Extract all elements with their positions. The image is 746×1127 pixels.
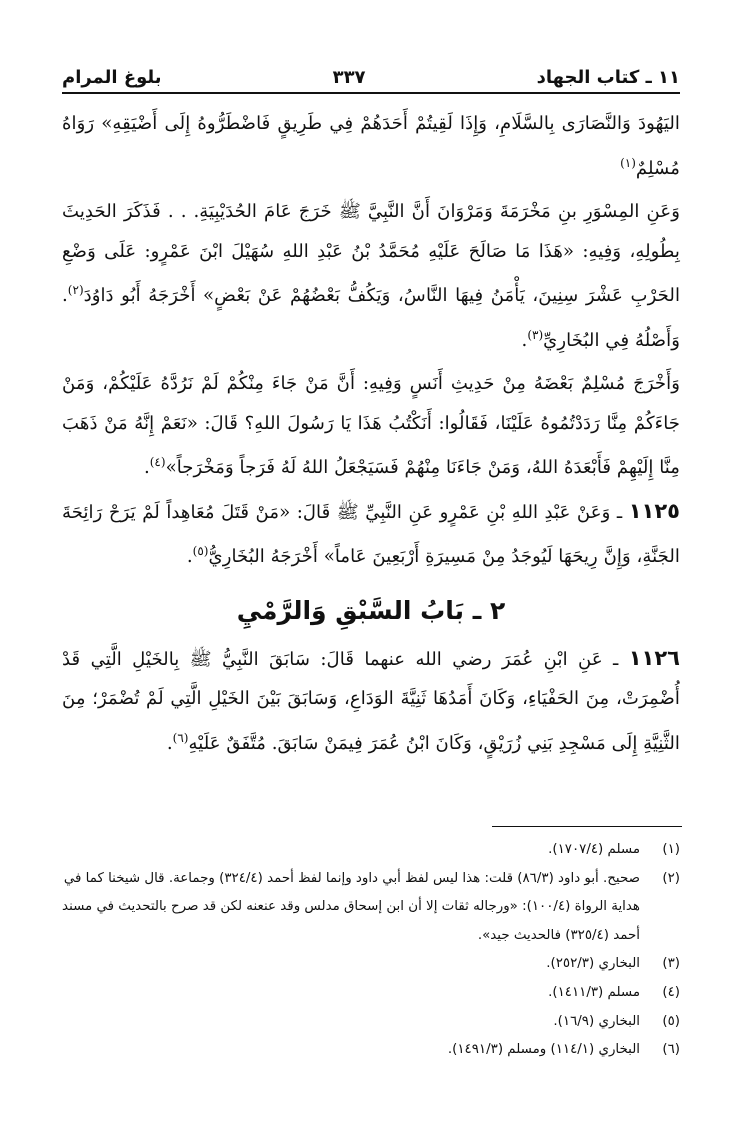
footnote-ref: (٢) <box>67 283 84 298</box>
footnote-item: (١) مسلم (١٧٠٧/٤). <box>548 842 680 857</box>
running-head-chapter: ١١ ـ كتاب الجهاد <box>536 66 680 88</box>
page-header <box>62 62 680 94</box>
paragraph-2: وَعَنِ المِسْوَرِ بنِ مَخْرَمَةَ وَمَرْوَانَ أَنَّ النَّبِيَّ ﷺ خَرَجَ عَامَ الحُدَيْبِيَةِ. . . فَذَكَرَ الحَدِيثَ بِطُولِهِ، وَفِيهِ: «هَذَا مَا صَالَحَ عَلَيْهِ مُحَمَّدُ بْنُ عَبْدِ اللهِ سُهَيْلَ ابْنَ عَمْرٍو: عَلَى وَضْعِ الحَرْبِ عَشْرَ سِنِينَ، يَأْمَنُ فِيهَا النَّاسُ، وَيَكُفُّ بَعْضُهُمْ عَنْ بَعْضٍ» أَخْرَجَهُ أَبُو دَاوُدَ$^{(٢)}$. وَأَصْلُهُ فِي البُخَارِيِّ$^{(٣)}$. <box>62 201 680 351</box>
paragraph-1: اليَهُودَ وَالنَّصَارَى بِالسَّلَامِ، وَإِذَا لَقِيتُمْ أَحَدَهُمْ فِي طَرِيقٍ فَاضْطَرُّوهُ إِلَى أَضْيَقِهِ» رَوَاهُ مُسْلِمٌ$^{(١)}$ <box>62 113 680 179</box>
footnote-ref: (٤) <box>149 455 166 470</box>
page-number: ٣٣٧ <box>332 66 366 88</box>
footnotes <box>62 836 680 1065</box>
footnote-ref: (٥) <box>192 544 209 559</box>
footnote-item: (٢) صحيح. أبو داود (٨٦/٣) قلت: هذا ليس لفظ أبي داود وإنما لفظ أحمد (٣٢٤/٤) وجماعة. قال شيخنا كما في هداية الرواة (١٠٠/٤): «ورجاله ثقات إلا أن ابن إسحاق مدلس وقد عنعنه لكن قد صرح بالتحديث في مسند أحمد (٣٢٥/٤) فالحديث جيد». <box>62 870 680 943</box>
running-head-book-title: بلوغ المرام <box>62 66 162 88</box>
footnote-item: (٦) البخاري (١١٤/١) ومسلم (١٤٩١/٣). <box>447 1042 680 1058</box>
footnote-separator <box>492 826 682 827</box>
hadith-1125: ١١٢٥ ـ وَعَنْ عَبْدِ اللهِ بْنِ عَمْرٍو عَنِ النَّبِيِّ ﷺ قَالَ: «مَنْ قَتَلَ مُعَاهِداً لَمْ يَرَحْ رَائِحَةَ الجَنَّةِ، وَإِنَّ رِيحَهَا لَيُوجَدُ مِنْ مَسِيرَةِ أَرْبَعِينَ عَاماً» أَخْرَجَهُ البُخَارِيُّ$^{(٥)}$. <box>62 498 680 568</box>
main-text <box>62 104 680 767</box>
footnote-item: (٤) مسلم (١٤١١/٣). <box>548 984 680 1000</box>
footnote-ref: (١) <box>620 155 636 170</box>
footnote-ref: (٣) <box>527 327 544 342</box>
paragraph-3: وَأَخْرَجَ مُسْلِمٌ بَعْضَهُ مِنْ حَدِيثِ أَنَسٍ وَفِيهِ: أَنَّ مَنْ جَاءَ مِنْكُمْ لَمْ نَرُدَّهُ عَلَيْكُمْ، وَمَنْ جَاءَكُمْ مِنَّا رَدَدْتُمُوهُ عَلَيْنَا، فَقَالُوا: أَنَكْتُبُ هَذَا يَا رَسُولَ اللهِ؟ قَالَ: «نَعَمْ إِنَّهُ مَنْ ذَهَبَ مِنَّا إِلَيْهِمْ فَأَبْعَدَهُ اللهُ، وَمَنْ جَاءَنَا مِنْهُمْ فَسَيَجْعَلُ اللهُ لَهُ فَرَجاً وَمَخْرَجاً»$^{(٤)}$. <box>62 373 680 479</box>
hadith-number: ١١٢٦ <box>628 645 680 670</box>
hadith-1126: ١١٢٦ ـ عَنِ ابْنِ عُمَرَ رضي الله عنهما قَالَ: سَابَقَ النَّبِيُّ ﷺ بِالخَيْلِ الَّتِي قَدْ أُضْمِرَتْ، مِنَ الحَفْيَاءِ، وَكَانَ أَمَدُهَا ثَنِيَّةَ الوَدَاعِ، وَسَابَقَ بَيْنَ الخَيْلِ الَّتِي لَمْ تُضْمَرْ؛ مِنَ الثَّنِيَّةِ إِلَى مَسْجِدِ بَنِي زُرَيْقٍ، وَكَانَ ابْنُ عُمَرَ فِيمَنْ سَابَقَ. مُتَّفَقٌ عَلَيْهِ$^{(٦)}$. <box>62 645 680 754</box>
chapter-heading: ٢ ـ بَابُ السَّبْقِ وَالرَّمْيِ <box>236 595 506 625</box>
footnote-item: (٣) البخاري (٢٥٢/٣). <box>546 956 680 972</box>
footnote-ref: (٦) <box>172 730 189 745</box>
footnote-item: (٥) البخاري (١٦/٩). <box>553 1013 680 1029</box>
hadith-number: ١١٢٥ <box>628 498 680 523</box>
